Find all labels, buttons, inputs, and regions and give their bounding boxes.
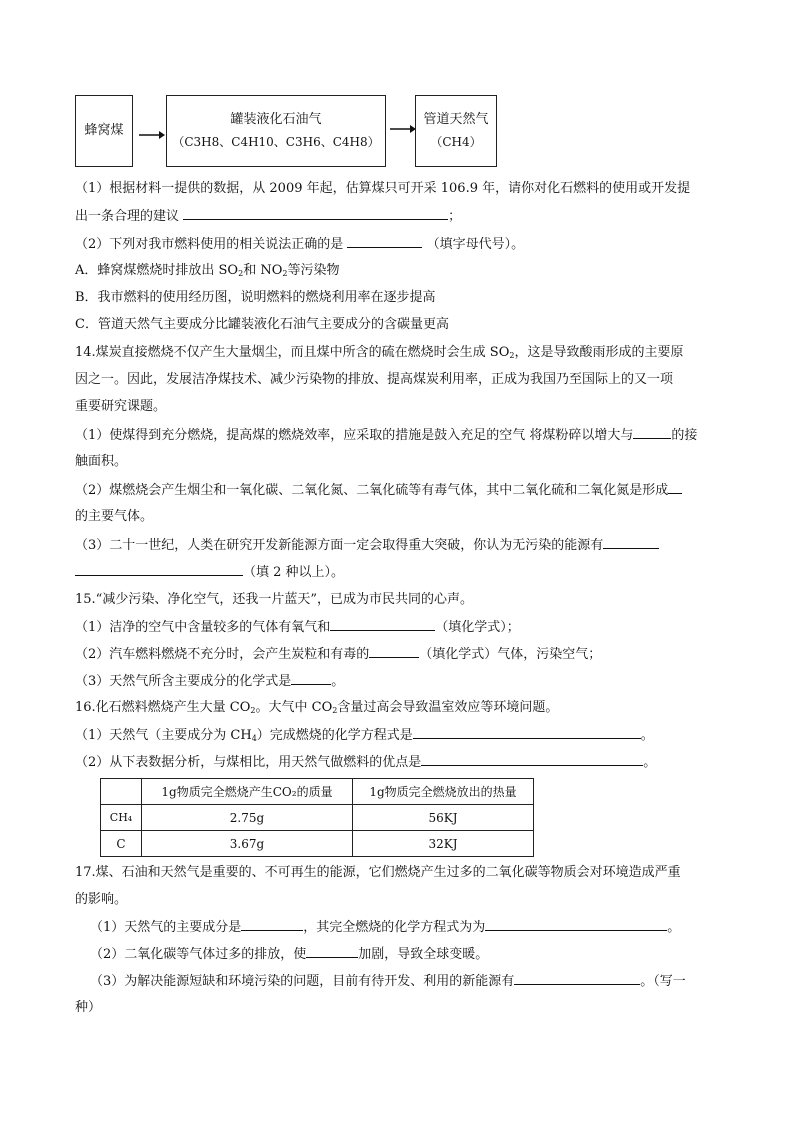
question-14-line2: 因之一。因此，发展洁净煤技术、减少污染物的排放、提高煤炭利用率，正成为我国乃至国际上的又一项	[75, 372, 674, 387]
table-header-cell: 1g物质完全燃烧产生CO₂的质量	[142, 779, 353, 805]
box-honeycomb-coal	[75, 95, 133, 167]
question-14-2-line2: 的主要气体。	[75, 509, 154, 524]
question-17-3-line2: 种）	[75, 1000, 102, 1015]
question-17-2: （2）二氧化碳等气体过多的排放，使 加剧，导致全球变暖。	[90, 944, 735, 965]
answer-blank[interactable]	[413, 725, 641, 739]
answer-blank[interactable]	[514, 971, 640, 985]
question-14-line3: 重要研究课题。	[75, 399, 167, 414]
box-honeycomb-coal-label: 蜂窝煤	[84, 123, 124, 138]
answer-blank[interactable]	[75, 562, 243, 576]
option-c: C．管道天然气主要成分比罐装液化石油气主要成分的含碳量更高	[75, 317, 449, 332]
question-13-1-line1: （1）根据材料一提供的数据，从 2009 年起，估算煤只可开采 106.9 年，请你对化石燃料的使用或开发提	[75, 181, 691, 196]
table-cell: 3.67g	[142, 831, 353, 857]
table-header-row	[101, 779, 534, 805]
question-15-3: （3）天然气所含主要成分的化学式是 。	[75, 671, 735, 692]
question-17-line2: 的影响。	[75, 892, 128, 907]
question-15: 15.“减少污染、净化空气，还我一片蓝天”，已成为市民共同的心声。	[75, 592, 473, 607]
box-natural-gas	[415, 95, 497, 167]
question-15-1: （1）洁净的空气中含量较多的气体有氧气和 （填化学式）；	[75, 617, 735, 638]
table-cell: 56KJ	[353, 805, 534, 831]
question-15-2: （2）汽车燃料燃烧不充分时，会产生炭粒和有毒的 （填化学式）气体，污染空气；	[75, 644, 735, 665]
table-header-cell	[101, 779, 142, 805]
answer-blank[interactable]	[633, 425, 671, 439]
option-b: B．我市燃料的使用经历图，说明燃料的燃烧利用率在逐步提高	[75, 290, 436, 305]
table-header-cell: 1g物质完全燃烧放出的热量	[353, 779, 534, 805]
answer-blank[interactable]	[603, 535, 659, 549]
answer-blank[interactable]	[330, 617, 435, 631]
table-row	[101, 831, 534, 857]
question-16-1: （1）天然气（主要成分为 $CH_4$）完成燃烧的化学方程式是 。	[75, 725, 735, 746]
question-14-2-line1: （2）煤燃烧会产生烟尘和一氧化碳、二氧化氮、二氧化硫等有毒气体，其中二氧化硫和二氧化氮是形成	[75, 480, 735, 501]
table-cell: C	[101, 831, 142, 857]
table-cell: 2.75g	[142, 805, 353, 831]
question-13-2: （2）下列对我市燃料使用的相关说法正确的是 （填字母代号）。	[75, 234, 735, 255]
arrow-right-icon	[389, 122, 417, 136]
answer-blank[interactable]	[183, 206, 448, 220]
question-14-1-line2: 触面积。	[75, 454, 128, 469]
table-cell: CH₄	[101, 805, 142, 831]
answer-blank[interactable]	[485, 917, 667, 931]
question-13-1-line2: 出一条合理的建议 ；	[75, 206, 735, 227]
answer-blank[interactable]	[347, 234, 422, 248]
answer-blank[interactable]	[668, 480, 682, 494]
box-lpg	[166, 95, 386, 167]
answer-blank[interactable]	[306, 944, 358, 958]
option-a: A．蜂窝煤燃烧时排放出 $SO_2$和 $NO_2$等污染物	[75, 263, 340, 278]
table-row	[101, 805, 534, 831]
answer-blank[interactable]	[291, 671, 331, 685]
question-14-line1: 14.煤炭直接燃烧不仅产生大量烟尘，而且煤中所含的硫在燃烧时会生成 $SO_2$，这是导致酸雨形成的主要原	[75, 345, 684, 360]
box-lpg-formula: （C3H8、C4H10、C3H6、C4H8）	[172, 135, 380, 149]
answer-blank[interactable]	[421, 752, 643, 766]
box-lpg-title: 罐装液化石油气	[230, 112, 322, 127]
answer-blank[interactable]	[369, 644, 419, 658]
question-16: 16.化石燃料燃烧产生大量 $CO_2$。大气中 $CO_2$含量过高会导致温室效应等环境问题。	[75, 700, 559, 715]
question-17-1: （1）天然气的主要成分是 ，其完全燃烧的化学方程式为为 。	[90, 917, 735, 938]
question-14-3-line1: （3）二十一世纪，人类在研究开发新能源方面一定会取得重大突破，你认为无污染的能源有	[75, 535, 735, 556]
box-natural-gas-formula: （CH4）	[430, 135, 482, 149]
question-16-2: （2）从下表数据分析，与煤相比，用天然气做燃料的优点是 。	[75, 752, 735, 773]
combustion-data-table	[100, 778, 534, 857]
table-cell: 32KJ	[353, 831, 534, 857]
question-17-3-line1: （3）为解决能源短缺和环境污染的问题，目前有待开发、利用的新能源有 。（写一	[90, 971, 735, 992]
box-natural-gas-title: 管道天然气	[423, 112, 489, 127]
answer-blank[interactable]	[241, 917, 303, 931]
question-17-line1: 17.煤、石油和天然气是重要的、不可再生的能源，它们燃烧产生过多的二氧化碳等物质会对环境造成严重	[75, 865, 681, 880]
arrow-right-icon	[138, 128, 166, 142]
question-14-3-line2: （填 2 种以上）。	[75, 562, 735, 583]
question-14-1-line1: （1）使煤得到充分燃烧，提高煤的燃烧效率，应采取的措施是鼓入充足的空气 将煤粉碎以增大与 的接	[75, 425, 735, 446]
